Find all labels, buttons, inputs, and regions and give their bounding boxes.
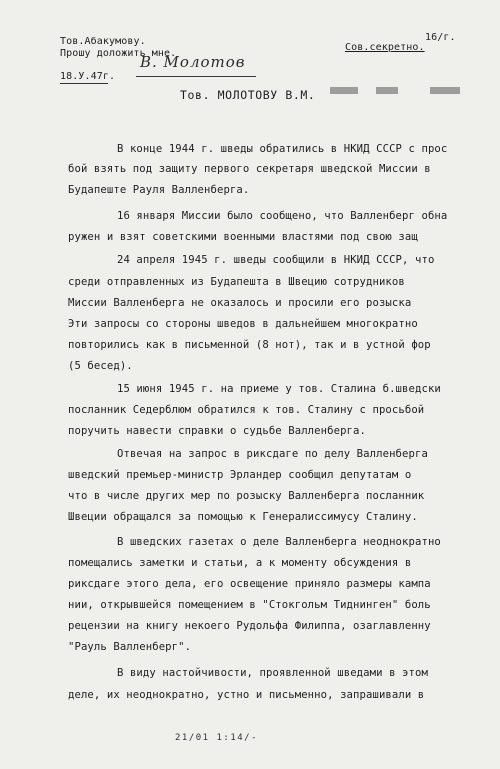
body-line: что в числе других мер по розыску Валленберга посланник bbox=[68, 490, 425, 502]
body-line: рецензии на книгу некоего Рудольфа Филиппа, озаглавленну bbox=[68, 620, 431, 632]
body-line: помещались заметки и статьи, а к моменту обсуждения в bbox=[68, 557, 412, 569]
body-line: В конце 1944 г. шведы обратились в НКИД СССР с прос bbox=[117, 143, 448, 155]
header-date: 18.У.47г. bbox=[60, 71, 116, 82]
body-line: Отвечая на запрос в риксдаге по делу Валленберга bbox=[117, 448, 428, 460]
signature-stroke bbox=[136, 76, 256, 77]
body-line: Эти запросы со стороны шведов в дальнейшем многократно bbox=[68, 318, 418, 330]
body-line: бой взять под защиту первого секретаря шведской Миссии в bbox=[68, 163, 431, 175]
body-line: шведский премьер-министр Эрландер сообщил депутатам о bbox=[68, 469, 412, 481]
redaction-mark bbox=[430, 87, 460, 94]
header-instruction: Прошу доложить мне. bbox=[60, 48, 177, 59]
body-line: В шведских газетах о деле Валленберга неоднократно bbox=[117, 536, 441, 548]
redaction-mark bbox=[330, 87, 358, 94]
body-line: 15 июня 1945 г. на приеме у тов. Сталина б.шведски bbox=[117, 383, 441, 395]
body-line: Миссии Валленберга не оказалось и просили его розыска bbox=[68, 297, 412, 309]
body-line: (5 бесед). bbox=[68, 360, 133, 372]
body-line: ружен и взят советскими военными властями под свою защ bbox=[68, 231, 418, 243]
body-line: 24 апреля 1945 г. шведы сообщили в НКИД СССР, что bbox=[117, 254, 435, 266]
footer-archive-number: 21/01 1:14/- bbox=[175, 733, 259, 743]
classification-label: Сов.секретно. bbox=[345, 42, 425, 53]
body-line: посланник Седерблюм обратился к тов. Сталину с просьбой bbox=[68, 404, 425, 416]
body-line: 16 января Миссии было сообщено, что Валленберг обна bbox=[117, 210, 448, 222]
body-line: деле, их неоднократно, устно и письменно, запрашивали в bbox=[68, 689, 425, 701]
date-underline bbox=[60, 83, 108, 84]
reference-number: 16/г. bbox=[425, 32, 456, 43]
redaction-mark bbox=[376, 87, 398, 94]
body-line: Швеции обращался за помощью к Генералиссимусу Сталину. bbox=[68, 511, 418, 523]
body-line: поручить навести справки о судьбе Валленберга. bbox=[68, 425, 366, 437]
body-line: повторились как в письменной (8 нот), так и в устной фор bbox=[68, 339, 431, 351]
header-to-line: Тов.Абакумову. bbox=[60, 36, 146, 47]
body-line: Будапеште Рауля Валленберга. bbox=[68, 184, 250, 196]
body-line: нии, открывшейся помещением в "Стокгольм Тиднинген" боль bbox=[68, 599, 431, 611]
body-line: риксдаге этого дела, его освещение приняло размеры кампа bbox=[68, 578, 431, 590]
body-line: В виду настойчивости, проявленной шведами в этом bbox=[117, 667, 428, 679]
body-line: среди отправленных из Будапешта в Швецию сотрудников bbox=[68, 276, 405, 288]
body-line: "Рауль Валленберг". bbox=[68, 641, 192, 653]
addressee: Тов. МОЛОТОВУ В.М. bbox=[180, 88, 316, 102]
handwritten-signature: В. Молотов bbox=[140, 53, 246, 71]
